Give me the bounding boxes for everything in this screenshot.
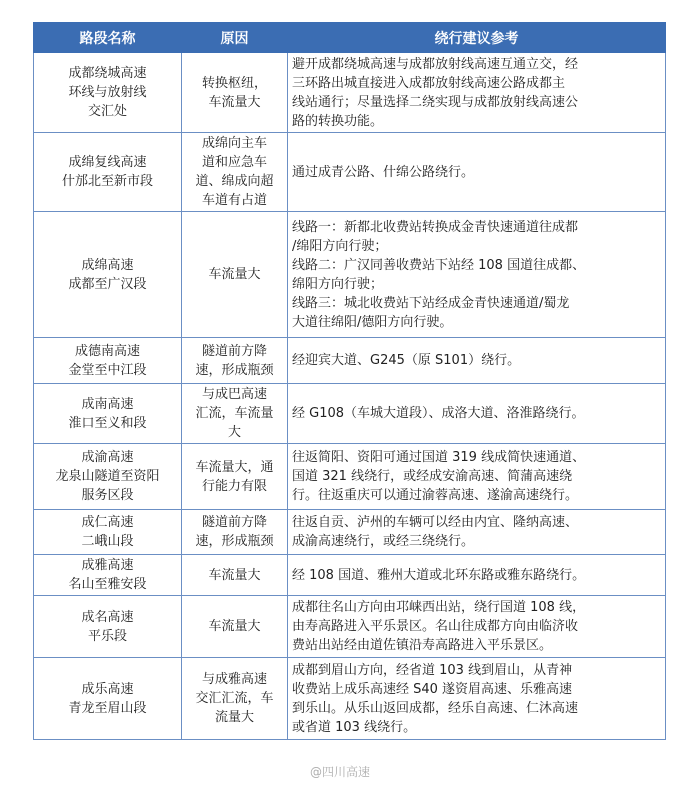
advice-line: 通过成青公路、什绵公路绕行。 [292, 164, 475, 180]
road-line: 交汇处 [87, 104, 127, 119]
road-line: 成仁高速 [81, 515, 134, 530]
road-line: 二峨山段 [81, 534, 134, 549]
reason-cell [182, 212, 288, 338]
road-line: 名山至雅安段 [68, 577, 147, 592]
advice-line: 经 108 国道、雅州大道或北环东路或雅东路绕行。 [292, 567, 586, 583]
table-row [34, 338, 666, 384]
road-line: 环线与放射线 [68, 85, 147, 100]
advice-line: 线路一：新都北收费站转换成金青快速通道往成都 [292, 219, 579, 235]
road-name-cell [34, 658, 182, 740]
road-name-cell [34, 444, 182, 510]
advice-cell [288, 555, 666, 596]
advice-line: 三环路出城直接进入成都放射线高速公路成都主 [292, 75, 566, 91]
advice-line: 行。往返重庆可以通过渝蓉高速、遂渝高速绕行。 [292, 488, 579, 503]
reason-line: 转换枢纽， [201, 75, 267, 91]
reason-line: 成绵向主车 [201, 136, 267, 151]
road-name-cell [34, 212, 182, 338]
reason-line: 与成雅高速 [201, 672, 267, 687]
reason-line: 行能力有限 [201, 478, 267, 494]
reason-line: 隧道前方降 [201, 515, 267, 530]
reason-line: 交汇汇流，车 [195, 691, 274, 706]
table-row [34, 555, 666, 596]
table-row [34, 596, 666, 658]
reason-cell [182, 596, 288, 658]
reason-line: 流量大 [214, 710, 254, 725]
reason-line: 速，形成瓶颈 [195, 534, 274, 549]
road-name-cell [34, 338, 182, 384]
road-line: 成南高速 [81, 396, 134, 412]
advice-cell [288, 53, 666, 133]
advice-cell [288, 212, 666, 338]
road-line: 淮口至义和段 [68, 415, 147, 431]
header-reason: 原因 [182, 23, 288, 53]
road-line: 什邡北至新市段 [61, 174, 153, 189]
road-line: 平乐段 [87, 628, 127, 644]
advice-line: 线路三：城北收费站下站经成金青快速通道/蜀龙 [292, 295, 570, 311]
header-road: 路段名称 [34, 23, 182, 53]
advice-line: /绵阳方向行驶； [292, 238, 388, 254]
reason-line: 车流量大 [208, 267, 261, 282]
advice-line: 线路二：广汉同善收费站下站经 108 国道往成都、 [292, 257, 586, 273]
reason-line: 车流量大 [208, 619, 261, 634]
detour-table [33, 22, 666, 740]
table-row [34, 444, 666, 510]
table-row [34, 53, 666, 133]
advice-cell [288, 338, 666, 384]
road-line: 服务区段 [81, 488, 134, 503]
table-row [34, 133, 666, 212]
advice-line: 成都到眉山方向，经省道 103 线到眉山，从青神 [292, 662, 573, 678]
advice-line: 成渝高速绕行，或经三绕绕行。 [292, 534, 475, 549]
reason-line: 车流量大 [208, 567, 261, 583]
advice-cell [288, 658, 666, 740]
table-body [34, 53, 666, 740]
advice-line: 国道 321 线绕行，或经成安渝高速、简蒲高速绕 [292, 469, 573, 484]
road-name-cell [34, 53, 182, 133]
header-row [34, 23, 666, 53]
road-name-cell [34, 133, 182, 212]
road-name-cell [34, 384, 182, 444]
header-advice: 绕行建议参考 [288, 23, 666, 53]
road-line: 成乐高速 [81, 681, 134, 697]
advice-line: 费站出站经由道佐镇沿寿高路进入平乐景区。 [292, 638, 553, 653]
road-line: 成绵复线高速 [68, 155, 147, 170]
reason-line: 车道有占道 [201, 193, 267, 208]
reason-cell [182, 384, 288, 444]
advice-line: 路的转换功能。 [292, 113, 384, 129]
reason-cell [182, 133, 288, 212]
advice-cell [288, 384, 666, 444]
table-row [34, 212, 666, 338]
road-line: 金堂至中江段 [68, 362, 147, 378]
advice-line: 收费站上成乐高速经 S40 遂资眉高速、乐雅高速 [292, 681, 573, 697]
road-line: 成名高速 [81, 609, 134, 625]
reason-line: 大 [227, 425, 241, 440]
road-line: 成德南高速 [74, 343, 140, 359]
advice-cell [288, 444, 666, 510]
reason-line: 车流量大 [208, 94, 261, 110]
advice-line: 经 G108（车城大道段）、成洛大道、洛淮路绕行。 [292, 406, 585, 421]
watermark: @四川高速 [310, 765, 371, 779]
road-name-cell [34, 596, 182, 658]
road-line: 青龙至眉山段 [68, 700, 147, 716]
reason-line: 隧道前方降 [201, 343, 267, 359]
advice-cell [288, 596, 666, 658]
advice-line: 绵阳方向行驶； [292, 276, 384, 292]
reason-cell [182, 658, 288, 740]
table-row [34, 510, 666, 555]
advice-line: 线站通行；尽量选择二绕实现与成都放射线高速公 [292, 94, 579, 110]
advice-cell [288, 133, 666, 212]
advice-line: 往返自贡、泸州的车辆可以经由内宜、隆纳高速、 [292, 515, 579, 530]
road-line: 龙泉山隧道至资阳 [55, 469, 160, 484]
road-line: 成渝高速 [81, 450, 134, 465]
reason-cell [182, 444, 288, 510]
reason-line: 道和应急车 [201, 155, 267, 170]
reason-line: 与成巴高速 [201, 387, 267, 402]
advice-cell [288, 510, 666, 555]
reason-cell [182, 53, 288, 133]
reason-cell [182, 555, 288, 596]
road-name-cell [34, 555, 182, 596]
table-row [34, 384, 666, 444]
reason-line: 道、绵成向超 [195, 174, 274, 189]
reason-line: 速，形成瓶颈 [195, 362, 274, 378]
road-name-cell [34, 510, 182, 555]
reason-cell [182, 338, 288, 384]
road-line: 成都绕城高速 [68, 66, 147, 81]
table-row [34, 658, 666, 740]
advice-line: 或省道 103 线绕行。 [292, 719, 417, 735]
advice-line: 经迎宾大道、G245（原 S101）绕行。 [292, 353, 521, 368]
road-line: 成雅高速 [81, 558, 134, 573]
advice-line: 由寿高路进入平乐景区。名山往成都方向由临济收 [292, 619, 579, 634]
road-line: 成绵高速 [81, 257, 134, 273]
reason-cell [182, 510, 288, 555]
reason-line: 汇流，车流量 [195, 406, 274, 421]
advice-line: 到乐山。从乐山返回成都，经乐自高速、仁沐高速 [292, 700, 579, 716]
advice-line: 往返简阳、资阳可通过国道 319 线成简快速通道、 [292, 450, 586, 465]
advice-line: 大道往绵阳/德阳方向行驶。 [292, 314, 453, 330]
road-line: 成都至广汉段 [68, 276, 147, 292]
advice-line: 避开成都绕城高速与成都放射线高速互通立交，经 [292, 56, 579, 72]
reason-line: 车流量大，通 [195, 459, 274, 475]
advice-line: 成都往名山方向由邛崃西出站，绕行国道 108 线， [292, 600, 586, 615]
